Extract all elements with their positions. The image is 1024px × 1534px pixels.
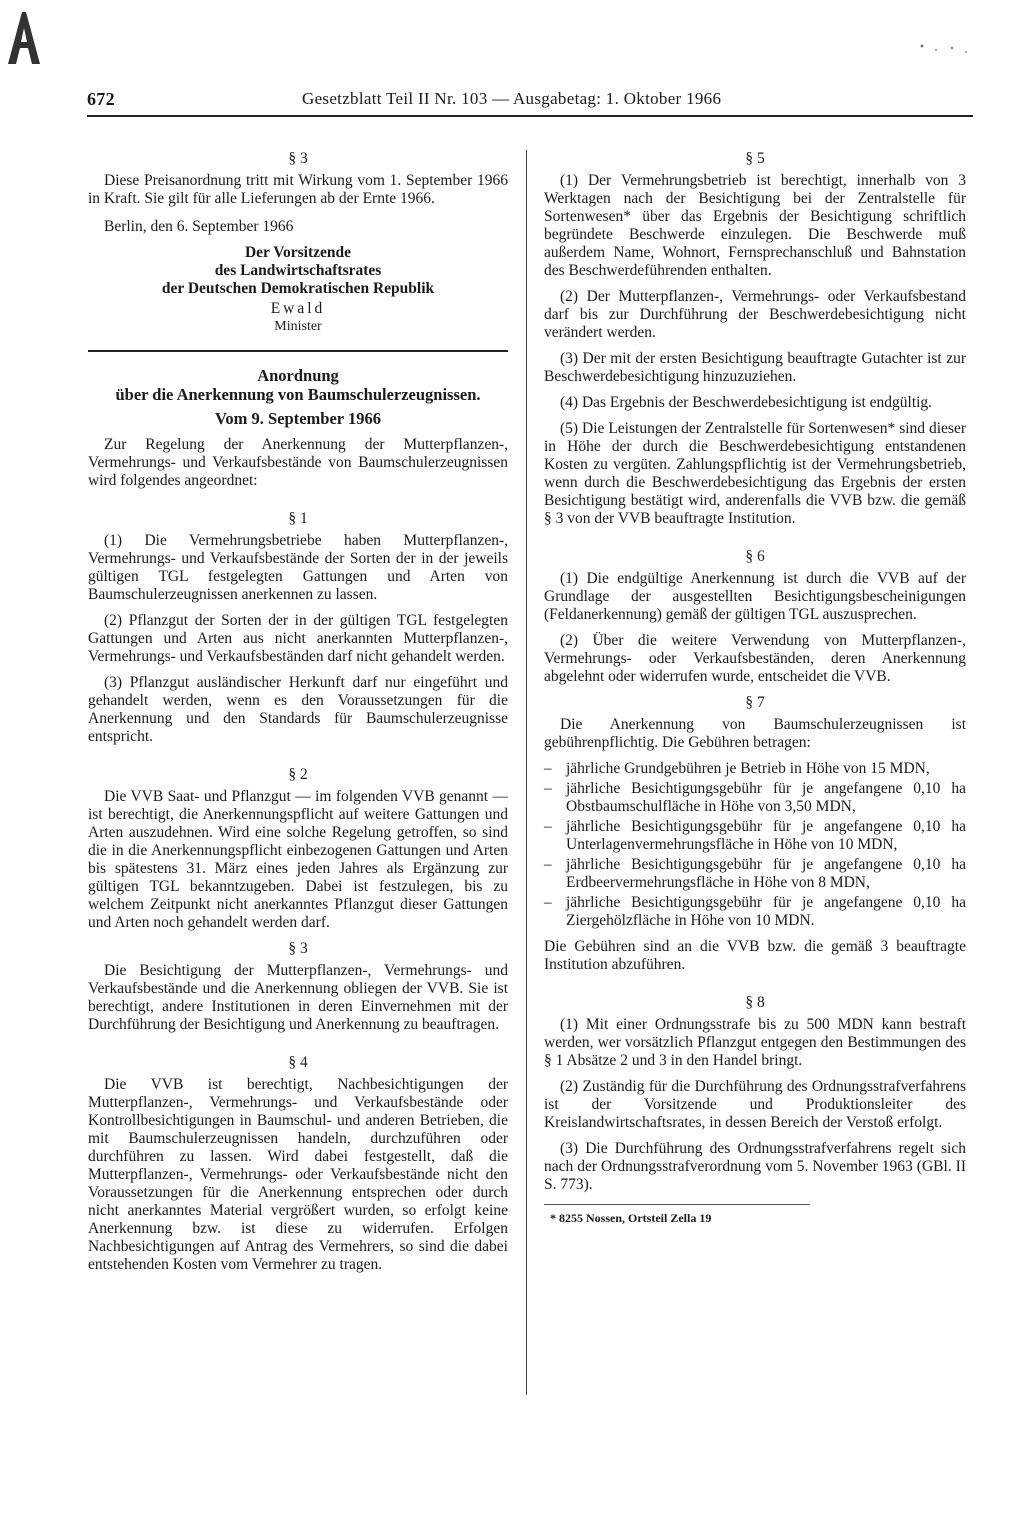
list-item [544, 760, 966, 778]
paragraph: (3) Pflanzgut ausländischer Herkunft darf nur eingeführt und gehandelt werden, wenn es den Voraussetzungen für die Anerkennung und den Standards für Baumschulerzeugnisse entspricht. [88, 674, 508, 745]
dash-marker: – [544, 818, 552, 835]
paragraph: Die Gebühren sind an die VVB bzw. die gemäß 3 beauftragte Institution abzuführen. [544, 938, 966, 973]
paragraph: Die Besichtigung der Mutterpflanzen-, Vermehrungs- und Verkaufsbestände und die Anerkennung obliegen der VVB. Sie ist berechtigt, andere Institutionen in deren Einvernehmen mit der Durchführung der Besichtigung und Anerkennung zu beauftragen. [88, 962, 508, 1033]
paragraph: (2) Über die weitere Verwendung von Mutterpflanzen-, Vermehrungs- oder Verkaufsbeständen, deren Anerkennung abgelehnt oder widerrufen wurde, entscheidet die VVB. [544, 632, 966, 685]
fee-text: jährliche Grundgebühren je Betrieb in Höhe von 15 MDN, [566, 760, 930, 777]
gazette-title: Gesetzblatt Teil II Nr. 103 — Ausgabetag: 1. Oktober 1966 [302, 89, 722, 108]
section-heading: § 6 [745, 548, 765, 565]
paragraph: (4) Das Ergebnis der Beschwerdebesichtigung ist endgültig. [560, 394, 933, 411]
signature-line: der Deutschen Demokratischen Republik [161, 280, 435, 297]
page-number: 672 [87, 89, 115, 109]
paragraph: (1) Der Vermehrungsbetrieb ist berechtigt, innerhalb von 3 Werktagen nach der Besichtigung bei der Zentralstelle für Sortenwesen* über das Ergebnis der Besichtigung schriftlich begründete Beschwerde einzulegen. Die Beschwerde muß außerdem Name, Wohnort, Fernsprechanschluß und Bahnstation des Beschwerdeführenden enthalten. [544, 172, 966, 279]
paragraph: (1) Die Vermehrungsbetriebe haben Mutterpflanzen-, Vermehrungs- und Verkaufsbestände der Sorten der in der jeweils gültigen TGL festgelegten Gattungen und Arten von Baumschulerzeugnissen anerkennen zu lassen. [88, 532, 508, 603]
section-heading: § 2 [288, 766, 308, 783]
column-divider [526, 150, 527, 1395]
fee-text: jährliche Besichtigungsgebühr für je angefangene 0,10 ha Ziergehölzfläche in Höhe von 10 MDN. [566, 894, 966, 929]
fee-text: jährliche Besichtigungsgebühr für je angefangene 0,10 ha Erdbeervermehrungsfläche in Höhe von 8 MDN, [566, 856, 966, 891]
place-date: Berlin, den 6. September 1966 [104, 218, 294, 235]
section-heading: § 5 [745, 150, 765, 167]
footnote: * 8255 Nossen, Ortsteil Zella 19 [544, 1204, 810, 1227]
document-date: Vom 9. September 1966 [215, 409, 381, 428]
dash-marker: – [544, 760, 552, 777]
signatory-name: Ewald [270, 300, 326, 317]
paragraph: Diese Preisanordnung tritt mit Wirkung vom 1. September 1966 in Kraft. Sie gilt für alle Lieferungen ab der Ernte 1966. [88, 172, 508, 207]
list-item [544, 780, 966, 816]
list-item [544, 856, 966, 892]
section-heading: § 3 [288, 150, 308, 167]
paragraph: (3) Der mit der ersten Besichtigung beauftragte Gutachter ist zur Beschwerdebesichtigung hinzuzuziehen. [544, 350, 966, 385]
dash-marker: – [544, 780, 552, 797]
list-item [544, 894, 966, 930]
fee-list [544, 760, 966, 930]
section-heading: § 8 [745, 994, 765, 1011]
document-subtitle: über die Anerkennung von Baumschulerzeugnissen. [115, 385, 481, 404]
left-column [88, 150, 508, 1282]
page-header [87, 89, 973, 117]
dash-marker: – [544, 894, 552, 911]
corner-stamp-mark [4, 8, 44, 68]
paragraph: Die VVB Saat- und Pflanzgut — im folgenden VVB genannt — ist berechtigt, die Anerkennungspflicht auf weitere Gattungen und Arten auszudehnen. Wird eine solche Regelung getroffen, so sind die in die Anerkennungspflicht einbezogenen Gattungen und Arten bis spätestens 31. März eines jeden Jahres als Ergänzung zur gültigen TGL bekanntzugeben. Dabei ist festzulegen, bis zu welchem Zeitpunkt nicht anerkanntes Pflanzgut dieser Gattungen und Arten noch gehandelt werden darf. [88, 788, 508, 931]
section-heading: § 4 [288, 1054, 308, 1071]
scan-specks [914, 40, 974, 60]
paragraph: (3) Die Durchführung des Ordnungsstrafverfahrens regelt sich nach der Ordnungsstrafverordnung vom 5. November 1963 (GBl. II S. 773). [544, 1140, 966, 1193]
paragraph: (2) Zuständig für die Durchführung des Ordnungsstrafverfahrens ist der Vorsitzende und Produktionsleiter des Kreislandwirtschaftsrates, in dessen Bereich der Verstoß erfolgt. [544, 1078, 966, 1131]
paragraph: (5) Die Leistungen der Zentralstelle für Sortenwesen* sind dieser in Höhe der durch die Beschwerdebesichtigung entstandenen Kosten zu vergüten. Zahlungspflichtig ist der Vermehrungsbetrieb, wenn durch die Beschwerdebesichtigung das Ergebnis der ersten Besichtigung bestätigt wird, anderenfalls die VVB bzw. die gemäß § 3 von der VVB beauftragte Institution. [544, 420, 966, 527]
dash-marker: – [544, 856, 552, 873]
document-title: Anordnung [257, 366, 339, 385]
fee-text: jährliche Besichtigungsgebühr für je angefangene 0,10 ha Obstbaumschulfläche in Höhe von 3,50 MDN, [566, 780, 966, 815]
paragraph: (1) Mit einer Ordnungsstrafe bis zu 500 MDN kann bestraft werden, wer vorsätzlich Pflanzgut entgegen den Bestimmungen des § 1 Absätze 2 und 3 in den Handel bringt. [544, 1016, 966, 1069]
paragraph: (2) Pflanzgut der Sorten der in der gültigen TGL festgelegten Gattungen und Arten aus nicht anerkannten Mutterpflanzen-, Vermehrungs- und Verkaufsbeständen darf nicht gehandelt werden. [88, 612, 508, 665]
paragraph: (1) Die endgültige Anerkennung ist durch die VVB auf der Grundlage der ausgestellten Besichtigungsbescheinigungen (Feldanerkennung) gemäß der gültigen TGL auszusprechen. [544, 570, 966, 623]
fee-text: jährliche Besichtigungsgebühr für je angefangene 0,10 ha Unterlagenvermehrungsfläche in Höhe von 10 MDN, [566, 818, 966, 853]
right-column [544, 150, 966, 1227]
signatory-title: Minister [274, 319, 322, 334]
paragraph: Die VVB ist berechtigt, Nachbesichtigungen der Mutterpflanzen-, Vermehrungs- und Verkaufsbestände oder Kontrollbesichtigungen in Baumschul- und anderen Betrieben, die mit Baumschulerzeugnissen handeln, durchzuführen oder durchführen zu lassen. Wird dabei festgestellt, daß die Mutterpflanzen-, Vermehrungs- oder Verkaufsbestände nicht den Voraussetzungen für die Anerkennung entsprechen oder durch nicht anerkanntes Material vergrößert wurden, so erfolgt keine Anerkennung bzw. ist diese zu widerrufen. Erfolgen Nachbesichtigungen auf Antrag des Vermehrers, so sind die dabei entstehenden Kosten vom Vermehrer zu tragen. [88, 1076, 508, 1273]
paragraph: (2) Der Mutterpflanzen-, Vermehrungs- oder Verkaufsbestand darf bis zur Durchführung der Beschwerdebesichtigung nicht verändert werden. [544, 288, 966, 341]
list-item [544, 818, 966, 854]
section-heading: § 1 [288, 510, 308, 527]
paragraph: Zur Regelung der Anerkennung der Mutterpflanzen-, Vermehrungs- und Verkaufsbestände von Baumschulerzeugnissen wird folgendes angeordnet: [88, 436, 508, 489]
signature-line: Der Vorsitzende [244, 244, 352, 261]
signature-line: des Landwirtschaftsrates [214, 262, 382, 279]
section-rule [88, 350, 508, 352]
section-heading: § 7 [745, 694, 765, 711]
paragraph: Die Anerkennung von Baumschulerzeugnissen ist gebührenpflichtig. Die Gebühren betragen: [544, 716, 966, 751]
section-heading: § 3 [288, 940, 308, 957]
